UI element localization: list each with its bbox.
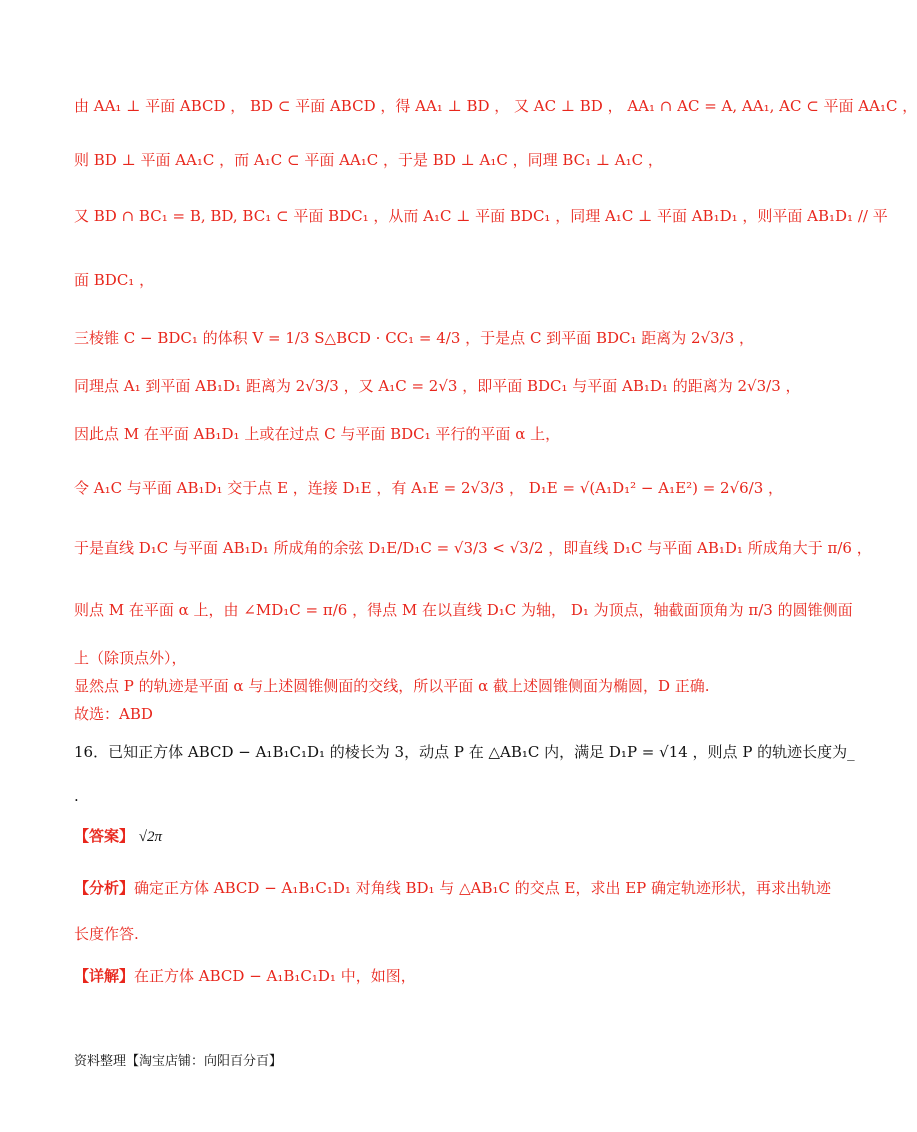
answer-value: √2π: [138, 829, 163, 845]
detail-row: [74, 966, 738, 986]
answer-tag: 【答案】: [74, 827, 135, 845]
solution-line-4: 面 BDC₁ ，: [74, 271, 155, 289]
solution-line-9: 于是直线 D₁C 与平面 AB₁D₁ 所成角的余弦 D₁E/D₁C = √3/3 < √3/2 ，即直线 D₁C 与平面 AB₁D₁ 所成角大于 π/6 ，: [74, 539, 872, 557]
solution-line-2: 则 BD ⊥ 平面 AA₁C ，而 A₁C ⊂ 平面 AA₁C ，于是 BD ⊥ A₁C ，同理 BC₁ ⊥ A₁C ，: [74, 151, 663, 169]
solution-line-7: 因此点 M 在平面 AB₁D₁ 上或在过点 C 与平面 BDC₁ 平行的平面 α 上，: [74, 425, 561, 443]
page-footer: 资料整理【淘宝店铺：向阳百分百】: [74, 1054, 283, 1069]
analysis-row-2: 长度作答.: [74, 925, 139, 943]
solution-line-3: 又 BD ∩ BC₁ = B, BD, BC₁ ⊂ 平面 BDC₁ ，从而 A₁C ⊥ 平面 BDC₁ ，同理 A₁C ⊥ 平面 AB₁D₁ ，则平面 AB₁D₁ // 平: [74, 207, 888, 225]
solution-line-12: 显然点 P 的轨迹是平面 α 与上述圆锥侧面的交线，所以平面 α 截上述圆锥侧面为椭圆，D 正确.: [74, 677, 710, 695]
solution-line-13: 故选：ABD: [74, 705, 153, 723]
analysis-tag: 【分析】: [74, 879, 135, 897]
solution-line-1: 由 AA₁ ⊥ 平面 ABCD ， BD ⊂ 平面 ABCD ，得 AA₁ ⊥ BD ， 又 AC ⊥ BD ， AA₁ ∩ AC = A, AA₁, AC ⊂ 平面 AA₁C ，: [74, 97, 917, 115]
analysis-row: [74, 878, 832, 898]
detail-text: 在正方体 ABCD − A₁B₁C₁D₁ 中，如图，: [134, 967, 416, 985]
question-16-stem: 16．已知正方体 ABCD − A₁B₁C₁D₁ 的棱长为 3，动点 P 在 △AB₁C 内，满足 D₁P = √14 ，则点 P 的轨迹长度为_: [74, 743, 855, 761]
solution-line-6: 同理点 A₁ 到平面 AB₁D₁ 距离为 2√3/3 ，又 A₁C = 2√3 ，即平面 BDC₁ 与平面 AB₁D₁ 的距离为 2√3/3 ，: [74, 377, 801, 395]
solution-line-8: 令 A₁C 与平面 AB₁D₁ 交于点 E ，连接 D₁E ，有 A₁E = 2√3/3 ， D₁E = √(A₁D₁² − A₁E²) = 2√6/3 ，: [74, 479, 784, 497]
solution-line-11: 上（除顶点外），: [74, 649, 187, 667]
question-16-dot: .: [74, 787, 79, 805]
solution-line-10: 则点 M 在平面 α 上，由 ∠MD₁C = π/6 ，得点 M 在以直线 D₁C 为轴， D₁ 为顶点，轴截面顶角为 π/3 的圆锥侧面: [74, 601, 853, 619]
solution-line-5: 三棱锥 C − BDC₁ 的体积 V = 1/3 S△BCD · CC₁ = 4/3 ，于是点 C 到平面 BDC₁ 距离为 2√3/3 ，: [74, 329, 755, 347]
answer-row: [74, 826, 738, 847]
analysis-text: 确定正方体 ABCD − A₁B₁C₁D₁ 对角线 BD₁ 与 △AB₁C 的交点 E，求出 EP 确定轨迹形状，再求出轨迹: [134, 879, 832, 897]
detail-tag: 【详解】: [74, 967, 135, 985]
